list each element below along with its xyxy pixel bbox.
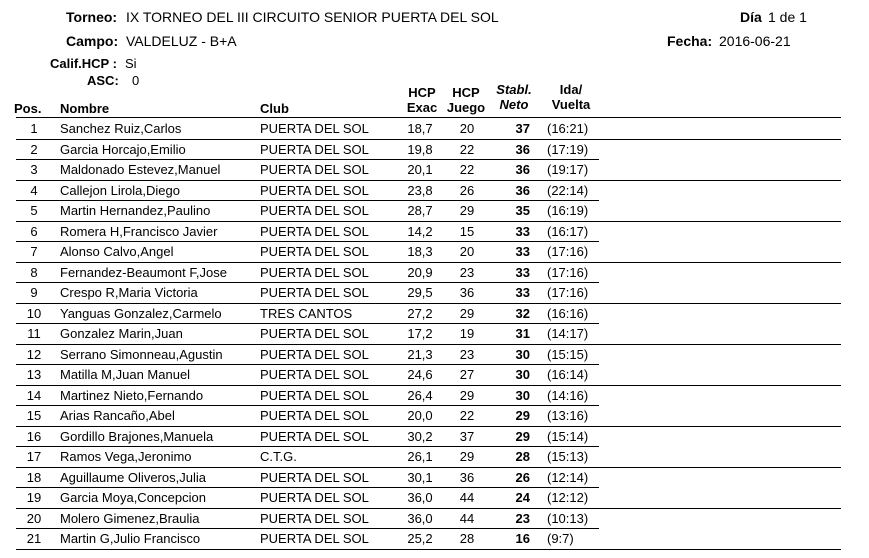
cell-pos: 21	[26, 531, 42, 546]
cell-stabl-neto: 33	[515, 264, 530, 280]
cell-ida-vuelta: (14:17)	[547, 326, 589, 341]
cell-club: PUERTA DEL SOL	[260, 244, 369, 259]
asc-value: 0	[132, 73, 140, 88]
cell-stabl-neto: 23	[515, 510, 530, 526]
cell-stabl-neto: 24	[515, 490, 530, 505]
cell-stabl-neto: 36	[515, 162, 530, 177]
cell-club: PUERTA DEL SOL	[260, 387, 369, 403]
cell-hcp-juego: 44	[459, 510, 475, 526]
cell-hcp-juego: 28	[459, 531, 475, 546]
cell-pos: 18	[26, 469, 42, 485]
cell-hcp-juego: 22	[459, 141, 475, 157]
cell-ida-vuelta: (10:13)	[547, 510, 589, 526]
cell-hcp-exac: 28,7	[407, 203, 433, 218]
row-divider	[16, 549, 841, 550]
cell-club: PUERTA DEL SOL	[260, 469, 369, 485]
cell-nombre: Matilla M,Juan Manuel	[60, 367, 191, 382]
cell-ida-vuelta: (17:16)	[547, 244, 589, 259]
cell-hcp-juego: 29	[459, 449, 475, 464]
cell-club: C.T.G.	[260, 449, 297, 464]
cell-hcp-exac: 20,0	[407, 408, 433, 423]
col-header-stabl-neto: Stabl. Neto	[496, 82, 532, 112]
cell-ida-vuelta: (17:19)	[547, 141, 589, 157]
cell-nombre: Fernandez-Beaumont F,Jose	[60, 264, 227, 280]
dia-value: 1 de 1	[768, 9, 807, 25]
cell-hcp-juego: 37	[459, 428, 475, 444]
col-header-club: Club	[260, 101, 289, 116]
cell-stabl-neto: 36	[515, 182, 530, 198]
table-row	[0, 222, 869, 243]
cell-ida-vuelta: (15:15)	[547, 346, 589, 362]
cell-stabl-neto: 32	[515, 305, 530, 321]
col-header-hcp-juego: HCP Juego	[446, 85, 486, 115]
cell-hcp-juego: 23	[459, 264, 475, 280]
cell-ida-vuelta: (16:21)	[547, 121, 589, 136]
cell-pos: 16	[26, 428, 42, 444]
col-header-hcp-exac: HCP Exac	[406, 85, 438, 115]
cell-hcp-juego: 36	[459, 469, 475, 485]
torneo-label: Torneo:	[66, 9, 118, 25]
cell-hcp-exac: 23,8	[407, 182, 433, 198]
cell-club: PUERTA DEL SOL	[260, 510, 369, 526]
cell-hcp-exac: 29,5	[407, 285, 433, 300]
cell-club: PUERTA DEL SOL	[260, 121, 369, 136]
cell-club: PUERTA DEL SOL	[260, 223, 369, 239]
table-row	[0, 427, 869, 448]
header-divider	[16, 117, 841, 118]
cell-ida-vuelta: (12:12)	[547, 490, 589, 505]
cell-stabl-neto: 29	[515, 408, 530, 423]
calif-hcp-value: Si	[125, 56, 137, 71]
table-row	[0, 119, 869, 140]
cell-hcp-juego: 20	[459, 121, 475, 136]
cell-stabl-neto: 37	[515, 121, 530, 136]
cell-club: PUERTA DEL SOL	[260, 162, 369, 177]
cell-nombre: Alonso Calvo,Angel	[60, 244, 174, 259]
table-row	[0, 140, 869, 161]
cell-ida-vuelta: (9:7)	[547, 531, 574, 546]
cell-pos: 20	[26, 510, 42, 526]
fecha-value: 2016-06-21	[719, 33, 791, 49]
cell-club: PUERTA DEL SOL	[260, 408, 369, 423]
cell-hcp-juego: 22	[459, 162, 475, 177]
cell-stabl-neto: 31	[515, 326, 530, 341]
cell-hcp-exac: 21,3	[407, 346, 433, 362]
campo-value: VALDELUZ - B+A	[126, 33, 237, 49]
table-row	[0, 365, 869, 386]
torneo-value: IX TORNEO DEL III CIRCUITO SENIOR PUERTA DEL SOL	[126, 9, 499, 25]
cell-ida-vuelta: (15:14)	[547, 428, 589, 444]
cell-hcp-exac: 26,4	[407, 387, 433, 403]
cell-pos: 17	[26, 449, 42, 464]
cell-nombre: Molero Gimenez,Braulia	[60, 510, 200, 526]
cell-nombre: Yanguas Gonzalez,Carmelo	[60, 305, 222, 321]
cell-ida-vuelta: (12:14)	[547, 469, 589, 485]
cell-pos: 14	[26, 387, 42, 403]
cell-club: PUERTA DEL SOL	[260, 326, 369, 341]
cell-stabl-neto: 35	[515, 203, 530, 218]
fecha-label: Fecha:	[667, 33, 713, 49]
cell-pos: 4	[30, 182, 38, 198]
cell-nombre: Sanchez Ruiz,Carlos	[60, 121, 182, 136]
cell-ida-vuelta: (13:16)	[547, 408, 589, 423]
cell-hcp-exac: 19,8	[407, 141, 433, 157]
cell-stabl-neto: 16	[515, 531, 530, 546]
cell-nombre: Crespo R,Maria Victoria	[60, 285, 198, 300]
cell-hcp-exac: 14,2	[407, 223, 433, 239]
cell-stabl-neto: 33	[515, 244, 530, 259]
cell-ida-vuelta: (17:16)	[547, 285, 589, 300]
table-row	[0, 406, 869, 427]
table-row	[0, 181, 869, 202]
table-row	[0, 345, 869, 366]
cell-nombre: Martin Hernandez,Paulino	[60, 203, 211, 218]
cell-club: PUERTA DEL SOL	[260, 285, 369, 300]
cell-hcp-juego: 29	[459, 203, 475, 218]
calif-hcp-label: Calif.HCP :	[50, 56, 117, 71]
cell-pos: 1	[30, 121, 38, 136]
cell-nombre: Gordillo Brajones,Manuela	[60, 428, 214, 444]
cell-pos: 5	[30, 203, 38, 218]
table-row	[0, 386, 869, 407]
table-row	[0, 488, 869, 509]
cell-club: PUERTA DEL SOL	[260, 428, 369, 444]
cell-nombre: Garcia Horcajo,Emilio	[60, 141, 186, 157]
cell-hcp-juego: 22	[459, 408, 475, 423]
cell-nombre: Martinez Nieto,Fernando	[60, 387, 204, 403]
cell-ida-vuelta: (16:19)	[547, 203, 589, 218]
cell-hcp-exac: 20,9	[407, 264, 433, 280]
cell-hcp-exac: 25,2	[407, 531, 433, 546]
cell-hcp-exac: 36,0	[407, 510, 433, 526]
cell-stabl-neto: 30	[515, 387, 530, 403]
col-header-ida-vuelta: Ida/ Vuelta	[551, 82, 591, 112]
cell-ida-vuelta: (16:17)	[547, 223, 589, 239]
col-header-pos: Pos.	[14, 101, 42, 116]
table-row	[0, 201, 869, 222]
cell-hcp-exac: 26,1	[407, 449, 433, 464]
cell-club: TRES CANTOS	[260, 305, 353, 321]
cell-stabl-neto: 29	[515, 428, 530, 444]
table-row	[0, 447, 869, 468]
cell-hcp-juego: 26	[459, 182, 475, 198]
campo-label: Campo:	[66, 33, 119, 49]
cell-hcp-juego: 36	[459, 285, 475, 300]
cell-nombre: Arias Rancaño,Abel	[60, 408, 175, 423]
cell-club: PUERTA DEL SOL	[260, 264, 369, 280]
cell-hcp-juego: 20	[459, 244, 475, 259]
cell-hcp-exac: 30,1	[407, 469, 433, 485]
cell-hcp-juego: 19	[459, 326, 475, 341]
cell-hcp-juego: 15	[459, 223, 475, 239]
cell-hcp-juego: 29	[459, 305, 475, 321]
cell-pos: 6	[30, 223, 38, 239]
cell-hcp-exac: 30,2	[407, 428, 433, 444]
cell-nombre: Serrano Simonneau,Agustin	[60, 346, 223, 362]
dia-label: Día	[740, 9, 762, 25]
cell-hcp-exac: 24,6	[407, 367, 433, 382]
cell-stabl-neto: 33	[515, 285, 530, 300]
table-row	[0, 529, 869, 550]
cell-nombre: Aguillaume Oliveros,Julia	[60, 469, 206, 485]
cell-club: PUERTA DEL SOL	[260, 490, 369, 505]
cell-hcp-juego: 27	[459, 367, 475, 382]
cell-ida-vuelta: (17:16)	[547, 264, 589, 280]
cell-pos: 2	[30, 141, 38, 157]
cell-stabl-neto: 30	[515, 346, 530, 362]
table-row	[0, 468, 869, 489]
cell-ida-vuelta: (14:16)	[547, 387, 589, 403]
table-row	[0, 509, 869, 530]
cell-stabl-neto: 36	[515, 141, 530, 157]
cell-ida-vuelta: (19:17)	[547, 162, 589, 177]
cell-hcp-juego: 29	[459, 387, 475, 403]
cell-hcp-juego: 23	[459, 346, 475, 362]
cell-club: PUERTA DEL SOL	[260, 141, 369, 157]
cell-hcp-exac: 36,0	[407, 490, 433, 505]
cell-hcp-exac: 17,2	[407, 326, 433, 341]
cell-hcp-exac: 27,2	[407, 305, 433, 321]
cell-pos: 11	[27, 326, 41, 341]
cell-nombre: Romera H,Francisco Javier	[60, 223, 218, 239]
cell-pos: 9	[30, 285, 38, 300]
cell-club: PUERTA DEL SOL	[260, 531, 369, 546]
cell-club: PUERTA DEL SOL	[260, 182, 369, 198]
cell-pos: 10	[26, 305, 42, 321]
cell-pos: 15	[26, 408, 42, 423]
table-row	[0, 283, 869, 304]
cell-pos: 8	[30, 264, 38, 280]
cell-pos: 13	[26, 367, 42, 382]
cell-ida-vuelta: (16:14)	[547, 367, 589, 382]
table-row	[0, 160, 869, 181]
cell-nombre: Callejon Lirola,Diego	[60, 182, 180, 198]
cell-nombre: Gonzalez Marin,Juan	[60, 326, 183, 341]
cell-pos: 7	[30, 244, 38, 259]
col-header-nombre: Nombre	[60, 101, 110, 116]
asc-label: ASC:	[87, 73, 119, 88]
cell-ida-vuelta: (15:13)	[547, 449, 589, 464]
cell-pos: 19	[26, 490, 42, 505]
cell-club: PUERTA DEL SOL	[260, 346, 369, 362]
cell-hcp-exac: 18,3	[407, 244, 433, 259]
cell-stabl-neto: 26	[515, 469, 530, 485]
table-row	[0, 324, 869, 345]
table-row	[0, 304, 869, 325]
cell-hcp-exac: 20,1	[407, 162, 433, 177]
cell-club: PUERTA DEL SOL	[260, 203, 369, 218]
cell-nombre: Maldonado Estevez,Manuel	[60, 162, 221, 177]
table-row	[0, 263, 869, 284]
cell-nombre: Ramos Vega,Jeronimo	[60, 449, 192, 464]
table-row	[0, 242, 869, 263]
cell-nombre: Martin G,Julio Francisco	[60, 531, 201, 546]
cell-stabl-neto: 30	[515, 367, 530, 382]
cell-stabl-neto: 33	[515, 223, 530, 239]
cell-club: PUERTA DEL SOL	[260, 367, 369, 382]
cell-ida-vuelta: (22:14)	[547, 182, 589, 198]
cell-ida-vuelta: (16:16)	[547, 305, 589, 321]
cell-nombre: Garcia Moya,Concepcion	[60, 490, 206, 505]
cell-pos: 12	[26, 346, 42, 362]
cell-hcp-exac: 18,7	[407, 121, 433, 136]
cell-pos: 3	[30, 162, 38, 177]
cell-stabl-neto: 28	[515, 449, 530, 464]
cell-hcp-juego: 44	[459, 490, 475, 505]
